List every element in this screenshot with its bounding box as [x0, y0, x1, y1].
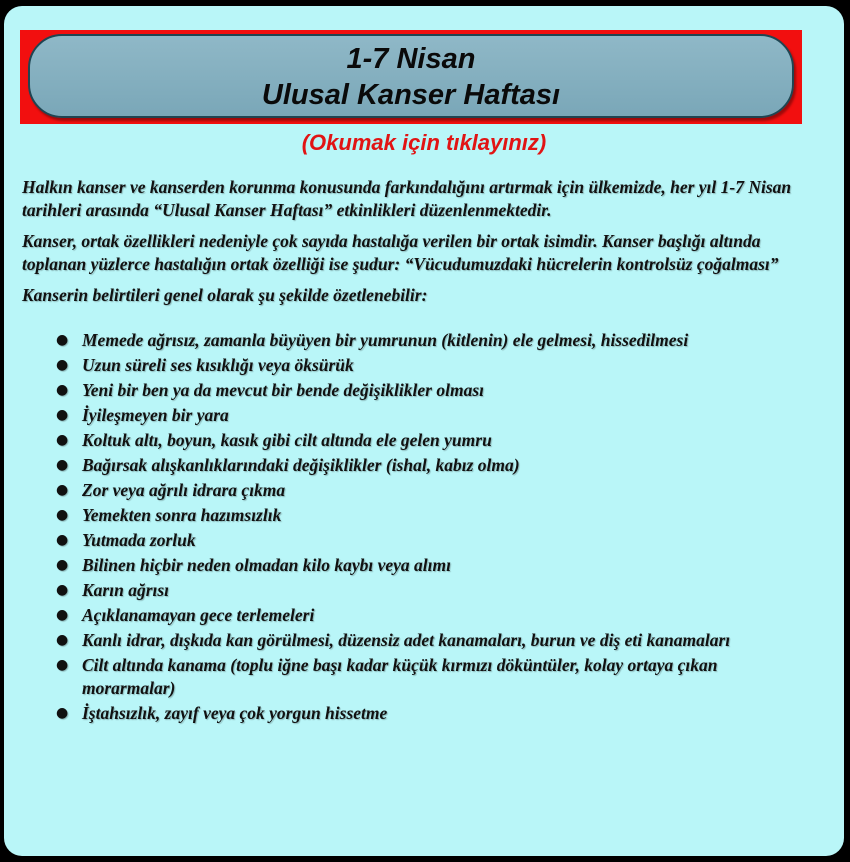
bullet-icon: ●: [56, 482, 69, 498]
bullet-icon: ●: [56, 432, 69, 448]
symptom-list: [22, 329, 812, 725]
title-pill: [28, 34, 794, 118]
list-item-text: Koltuk altı, boyun, kasık gibi cilt altında ele gelen yumru: [82, 430, 492, 450]
list-item: [22, 454, 752, 477]
list-item: [22, 702, 752, 725]
list-item-text: Zor veya ağrılı idrara çıkma: [82, 480, 286, 500]
bullet-icon: ●: [56, 407, 69, 423]
bullet-icon: ●: [56, 332, 69, 348]
list-item: [22, 629, 752, 652]
list-item-text: Bağırsak alışkanlıklarındaki değişiklikler (ishal, kabız olma): [82, 455, 520, 475]
bullet-icon: ●: [56, 357, 69, 373]
title-main: Ulusal Kanser Haftası: [261, 79, 561, 111]
list-item: [22, 504, 752, 527]
list-item: [22, 604, 752, 627]
list-item-text: Yemekten sonra hazımsızlık: [82, 505, 282, 525]
list-item: [22, 654, 752, 700]
bullet-icon: ●: [56, 657, 69, 673]
list-item-text: Yeni bir ben ya da mevcut bir bende değişiklikler olması: [82, 380, 484, 400]
bullet-icon: ●: [56, 705, 69, 721]
intro-paragraph-symptoms-heading: Kanserin belirtileri genel olarak şu şekilde özetlenebilir:: [22, 285, 428, 305]
list-item: [22, 529, 752, 552]
intro-paragraph-awareness: Halkın kanser ve kanserden korunma konusunda farkındalığını artırmak için ülkemizde, her yıl 1-7 Nisan tarihleri arasında “Ulusal Kanser Haftası” etkinlikleri düzenlenmektedir.: [22, 177, 792, 220]
bullet-icon: ●: [56, 382, 69, 398]
list-item: [22, 329, 752, 352]
bullet-icon: ●: [56, 582, 69, 598]
bullet-icon: ●: [56, 507, 69, 523]
list-item: [22, 479, 752, 502]
list-item: [22, 354, 752, 377]
list-item-text: Bilinen hiçbir neden olmadan kilo kaybı veya alımı: [82, 555, 451, 575]
article-body: [22, 176, 812, 727]
list-item-text: Karın ağrısı: [82, 580, 170, 600]
title-date: 1-7 Nisan: [346, 43, 476, 75]
list-item-text: Cilt altında kanama (toplu iğne başı kadar küçük kırmızı döküntüler, kolay ortaya çıkan morarmalar): [82, 655, 718, 698]
bullet-icon: ●: [56, 632, 69, 648]
list-item: [22, 554, 752, 577]
bullet-icon: ●: [56, 457, 69, 473]
list-item-text: İyileşmeyen bir yara: [82, 405, 229, 425]
list-item-text: Açıklanamayan gece terlemeleri: [82, 605, 315, 625]
title-banner: [20, 30, 802, 124]
list-item-text: Yutmada zorluk: [82, 530, 196, 550]
bullet-icon: ●: [56, 532, 69, 548]
list-item-text: İştahsızlık, zayıf veya çok yorgun hissetme: [82, 703, 388, 723]
intro-paragraph-definition: Kanser, ortak özellikleri nedeniyle çok sayıda hastalığa verilen bir ortak isimdir. Kanser başlığı altında toplanan yüzlerce hastalığın ortak özelliği ise şudur: “Vücudumuzdaki hücrelerin kontrolsüz çoğalması”: [22, 231, 779, 274]
list-item-text: Uzun süreli ses kısıklığı veya öksürük: [82, 355, 354, 375]
read-more-link[interactable]: (Okumak için tıklayınız): [301, 130, 547, 155]
list-item: [22, 404, 752, 427]
content-panel: [4, 6, 844, 856]
bullet-icon: ●: [56, 607, 69, 623]
list-item-text: Kanlı idrar, dışkıda kan görülmesi, düzensiz adet kanamaları, burun ve diş eti kanamaları: [82, 630, 731, 650]
list-item: [22, 429, 752, 452]
list-item: [22, 579, 752, 602]
bullet-icon: ●: [56, 557, 69, 573]
list-item-text: Memede ağrısız, zamanla büyüyen bir yumrunun (kitlenin) ele gelmesi, hissedilmesi: [82, 330, 689, 350]
list-item: [22, 379, 752, 402]
